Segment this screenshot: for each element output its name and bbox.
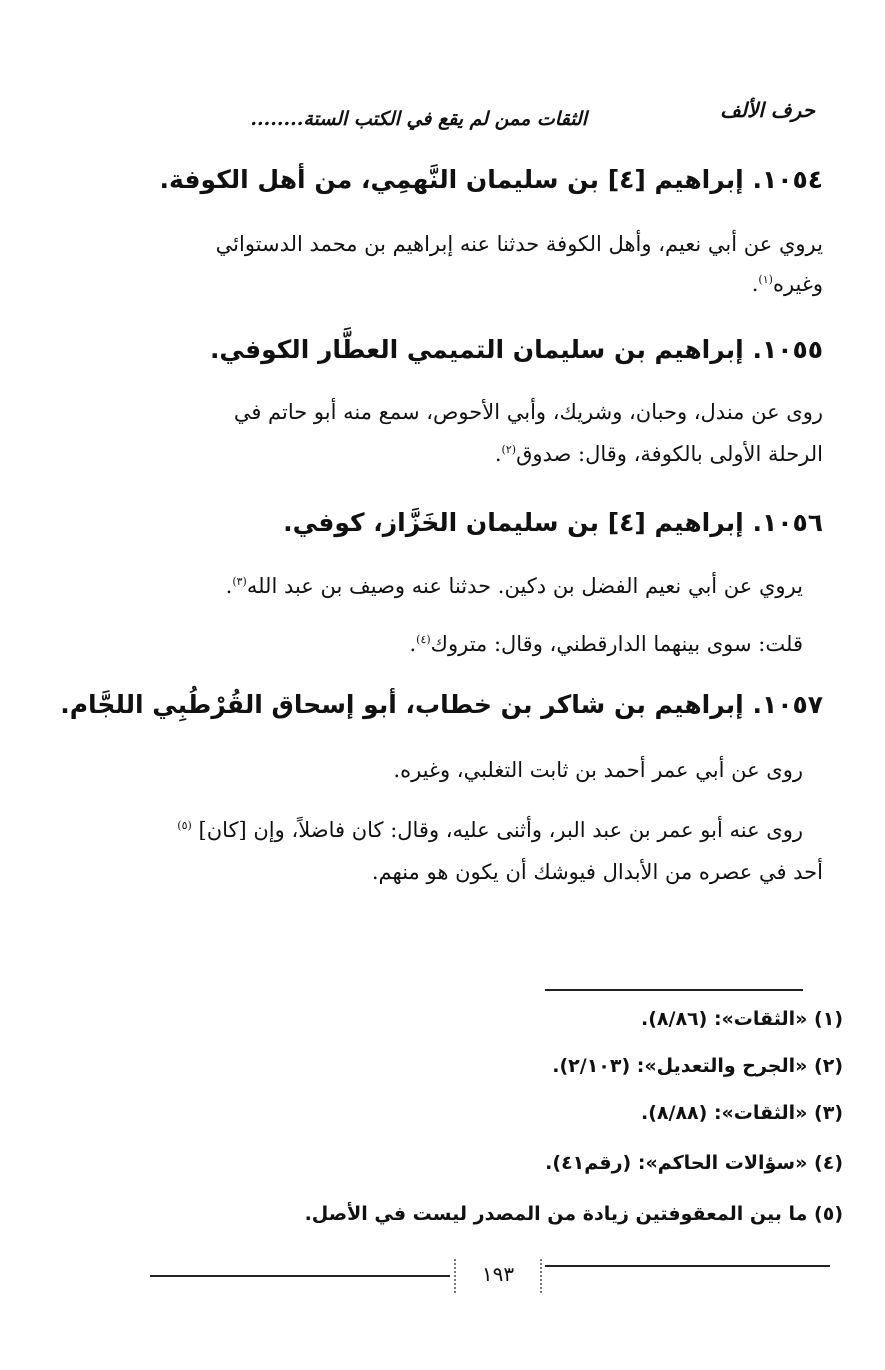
footnote-separator xyxy=(545,989,803,991)
running-header-chapter: حرف الألف xyxy=(720,98,815,122)
footnote-ref-1: (١) xyxy=(758,273,773,286)
entry-1055-line-1: روى عن مندل، وحبان، وشريك، وأبي الأحوص، سمع منه أبو حاتم في xyxy=(233,400,823,424)
footnote-4: (٤) «سؤالات الحاكم»: (رقم٤١). xyxy=(545,1152,843,1174)
entry-1057-line-2: روى عنه أبو عمر بن عبد البر، وأثنى عليه، وقال: كان فاضلاً، وإن [كان] $^{(٥)}$ xyxy=(177,818,803,842)
page-rule-right xyxy=(545,1265,830,1267)
footnote-ref-2: (٢) xyxy=(501,443,517,456)
entry-title-1057: ١٠٥٧. إبراهيم بن شاكر بن خطاب، أبو إسحاق القُرْطُبِي اللجَّام. xyxy=(60,690,823,719)
entry-1057-line-3: أحد في عصره من الأبدال فيوشك أن يكون هو منهم. xyxy=(371,860,823,884)
entry-1056-line-1: يروي عن أبي نعيم الفضل بن دكين. حدثنا عنه وصيف بن عبد الله$^{(٣)}$. xyxy=(225,574,803,598)
entry-1054-line-1: يروي عن أبي نعيم، وأهل الكوفة حدثنا عنه إبراهيم بن محمد الدستوائي xyxy=(215,232,823,256)
page-rule-left xyxy=(150,1275,450,1277)
footnote-ref-3: (٣) xyxy=(232,575,247,588)
footnote-3: (٣) «الثقات»: (٨/٨٨). xyxy=(641,1102,843,1124)
running-header-book-title: الثقات ممن لم يقع في الكتب الستة........ xyxy=(250,108,587,130)
footnote-ref-4: (٤) xyxy=(416,633,431,646)
page-number: ١٩٣ xyxy=(481,1262,515,1286)
footnote-1: (١) «الثقات»: (٨/٨٦). xyxy=(641,1008,843,1030)
entry-1057-line-1: روى عن أبي عمر أحمد بن ثابت التغلبي، وغيره. xyxy=(393,758,803,782)
entry-title-1056: ١٠٥٦. إبراهيم [٤] بن سليمان الخَزَّاز، كوفي. xyxy=(283,508,823,537)
footnote-2: (٢) «الجرح والتعديل»: (٢/١٠٣). xyxy=(552,1055,843,1077)
entry-1056-line-2: قلت: سوى بينهما الدارقطني، وقال: متروك$^{(٤)}$. xyxy=(409,632,803,656)
entry-1055-line-2: الرحلة الأولى بالكوفة، وقال: صدوق$^{(٢)}$. xyxy=(494,442,823,466)
entry-title-1054: ١٠٥٤. إبراهيم [٤] بن سليمان النَّهمِي، من أهل الكوفة. xyxy=(159,165,823,194)
entry-title-1055: ١٠٥٥. إبراهيم بن سليمان التميمي العطَّار الكوفي. xyxy=(209,335,823,364)
entry-1054-line-2: وغيره$^{(١)}$. xyxy=(751,272,823,296)
footnote-5: (٥) ما بين المعقوفتين زيادة من المصدر ليست في الأصل. xyxy=(304,1203,843,1225)
footnote-ref-5: (٥) xyxy=(177,819,192,832)
